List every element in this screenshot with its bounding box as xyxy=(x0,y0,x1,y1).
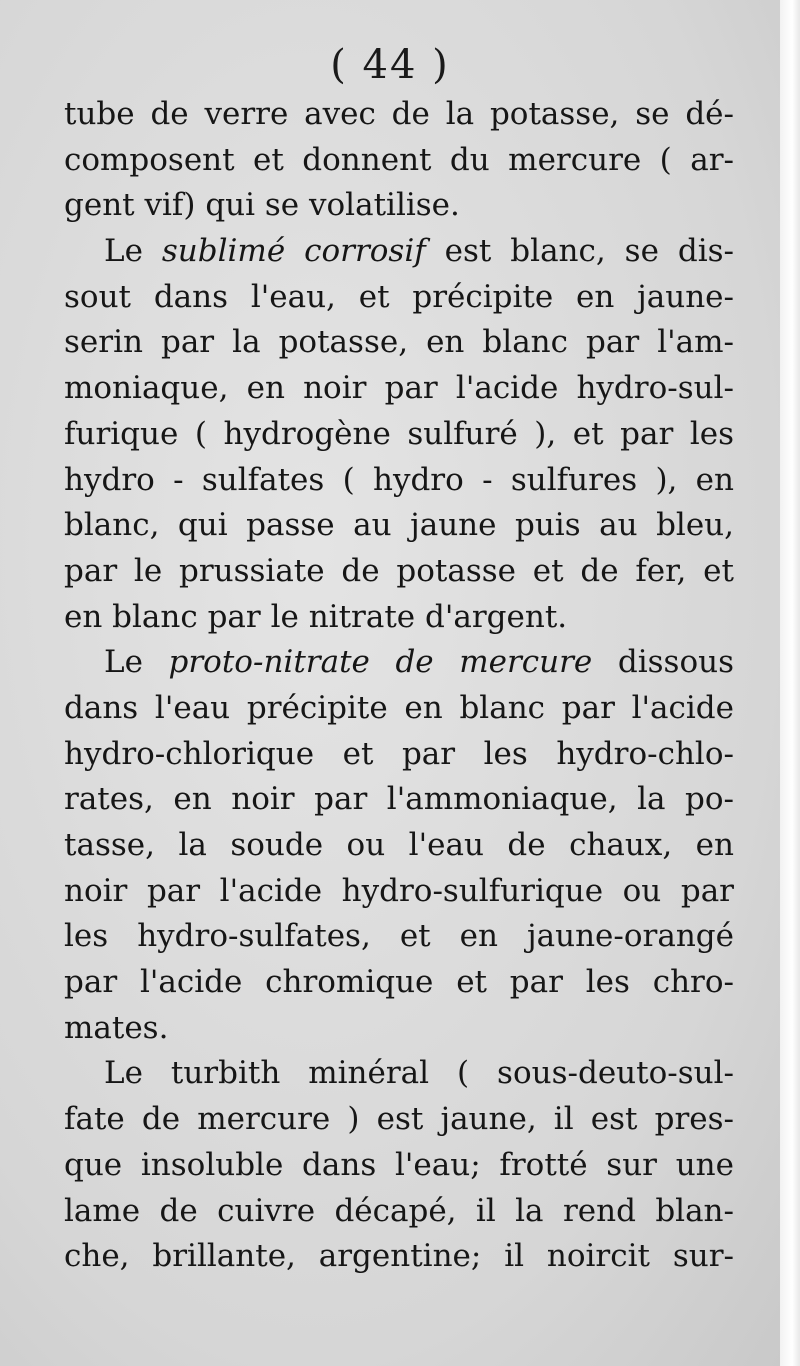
text-line: les hydro-sulfates, et en jaune-orangé xyxy=(64,918,734,955)
text-line: en blanc par le nitrate d'argent. xyxy=(64,598,568,635)
text-line: tasse, la soude ou l'eau de chaux, en xyxy=(64,827,734,863)
text-line: rates, en noir par l'ammoniaque, la po- xyxy=(64,781,734,818)
body-text xyxy=(64,92,734,1280)
text-line: hydro - sulfates ( hydro - sulfures ), en xyxy=(64,461,734,498)
text-line: mates. xyxy=(64,1009,169,1046)
text-segment: dissous xyxy=(592,644,734,681)
text-line: que insoluble dans l'eau; frotté sur une xyxy=(64,1146,734,1183)
text-line: lame de cuivre décapé, il la rend blan- xyxy=(64,1192,734,1229)
text-segment: est blanc, se dis- xyxy=(425,233,734,270)
text-line: composent et donnent du mercure ( ar- xyxy=(64,141,734,178)
text-line xyxy=(64,229,734,275)
text-line xyxy=(64,640,734,686)
text-line: serin par la potasse, en blanc par l'am- xyxy=(64,324,734,361)
text-line: noir par l'acide hydro-sulfurique ou par xyxy=(64,872,734,909)
text-line: tube de verre avec de la potasse, se dé- xyxy=(64,96,734,132)
page-number: ( 44 ) xyxy=(330,42,450,88)
page-edge xyxy=(780,0,800,1366)
text-segment: Le xyxy=(104,644,169,681)
italic-term: sublimé corrosif xyxy=(161,233,426,270)
text-line: furique ( hydrogène sulfuré ), et par les xyxy=(64,415,734,452)
text-line: fate de mercure ) est jaune, il est pres- xyxy=(64,1101,734,1138)
text-line: dans l'eau précipite en blanc par l'acide xyxy=(64,689,734,726)
text-line: che, brillante, argentine; il noircit sur- xyxy=(64,1238,734,1275)
text-line: Le turbith minéral ( sous-deuto-sul- xyxy=(104,1055,734,1092)
text-line: par le prussiate de potasse et de fer, et xyxy=(64,552,734,589)
text-line: moniaque, en noir par l'acide hydro-sul- xyxy=(64,370,734,407)
text-line: hydro-chlorique et par les hydro-chlo- xyxy=(64,735,734,772)
text-line: blanc, qui passe au jaune puis au bleu, xyxy=(64,507,734,544)
text-line: gent vif) qui se volatilise. xyxy=(64,187,460,224)
italic-term: proto-nitrate de mercure xyxy=(168,644,593,681)
text-segment: Le xyxy=(104,233,162,270)
text-line: sout dans l'eau, et précipite en jaune- xyxy=(64,278,734,315)
text-line: par l'acide chromique et par les chro- xyxy=(64,964,734,1001)
